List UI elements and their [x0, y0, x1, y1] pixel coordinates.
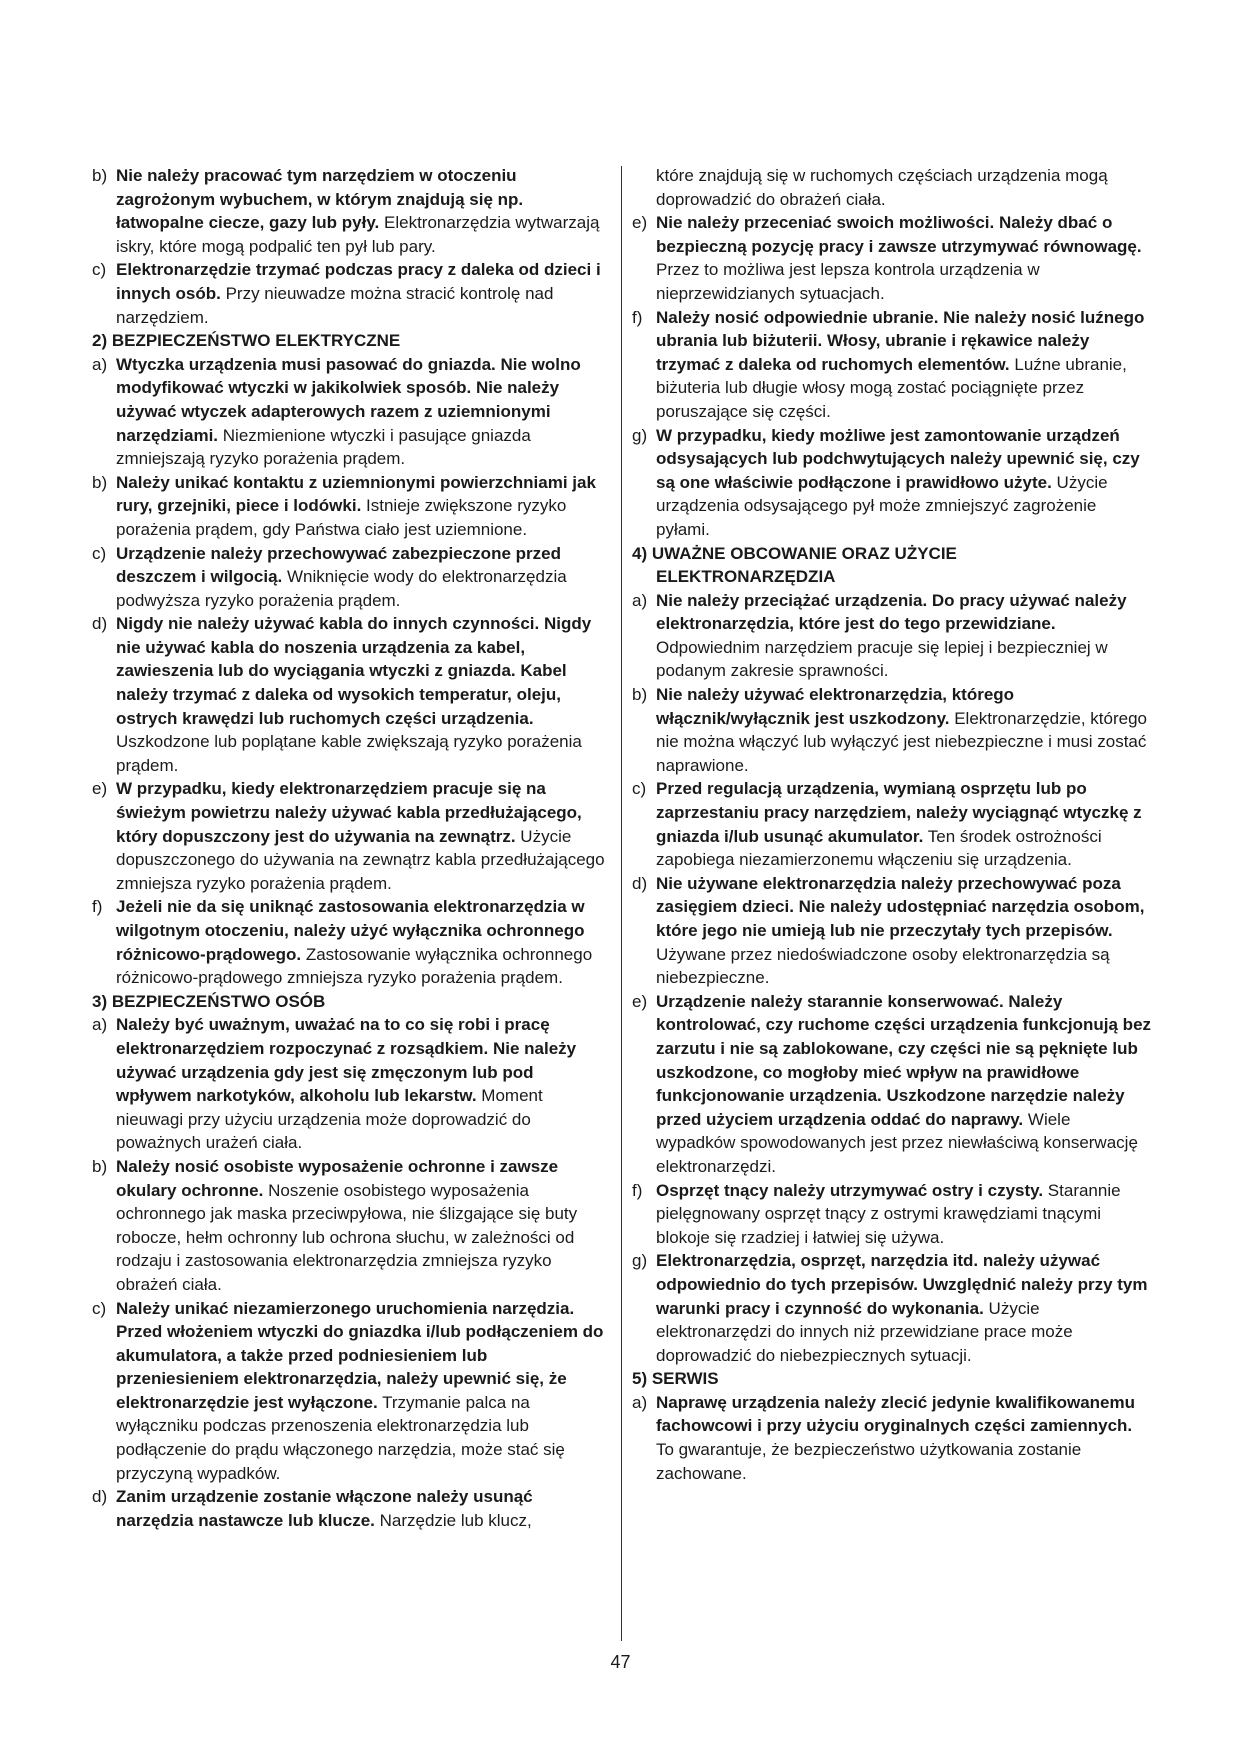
list-item: g) W przypadku, kiedy możliwe jest zamontowanie urządzeń odsysających lub podchwytujących należy upewnić się, czy są one właściwie podłączone i prawidłowo użyte. Użycie urządzenia odsysającego pył może zmniejszyć zagrożenie pyłami.	[632, 425, 1140, 539]
section-heading: 4) UWAŻNE OBCOWANIE ORAZ UŻYCIE	[632, 543, 957, 563]
list-item: d) Nie używane elektronarzędzia należy przechowywać poza zasięgiem dzieci. Nie należy udostępniać narzędzia osobom, które jego nie umieją lub nie przeczytały tych przepisów. Używane przez niedoświadczone osoby elektronarzędzia są niebezpieczne.	[632, 873, 1145, 988]
list-item: e) Nie należy przeceniać swoich możliwości. Należy dbać o bezpieczną pozycję pracy i zawsze utrzymywać równowagę. Przez to możliwa jest lepsza kontrola urządzenia w nieprzewidzianych sytuacjach.	[632, 213, 1142, 303]
right-column	[632, 164, 1152, 1485]
list-item: e) Urządzenie należy starannie konserwować. Należy kontrolować, czy ruchome części urządzenia funkcjonują bez zarzutu i nie są zablokowane, czy części nie są pęknięte lub uszkodzone, co mogłoby mieć wpływ na prawidłowe funkcjonowanie urządzenia. Uszkodzone narzędzie należy przed użyciem urządzenia oddać do naprawy. Wiele wypadków spowodowanych jest przez niewłaściwą konserwację elektronarzędzi.	[632, 991, 1152, 1176]
list-item: b) Nie należy używać elektronarzędzia, którego włącznik/wyłącznik jest uszkodzony. Elektronarzędzie, którego nie można włączyć lub wyłączyć jest niebezpieczne i musi zostać naprawione.	[632, 685, 1147, 775]
list-item: a) Naprawę urządzenia należy zlecić jedynie kwalifikowanemu fachowcowi i przy użyciu oryginalnych części zamiennych. To gwarantuje, że bezpieczeństwo użytkowania zostanie zachowane.	[632, 1392, 1136, 1483]
section-heading: 3) BEZPIECZEŃSTWO OSÓB	[92, 991, 326, 1011]
column-divider	[621, 166, 622, 1641]
list-item: f) Osprzęt tnący należy utrzymywać ostry i czysty. Starannie pielęgnowany osprzęt tnący z ostrymi krawędziami tnącymi blokoje się rzadziej i łatwiej się używa.	[632, 1180, 1121, 1247]
left-column	[92, 164, 610, 1532]
list-item: d) Zanim urządzenie zostanie włączone należy usunąć narzędzia nastawcze lub klucze. Narzędzie lub klucz,	[92, 1487, 533, 1530]
list-item: c) Przed regulacją urządzenia, wymianą osprzętu lub po zaprzestaniu pracy narzędziem, należy wyciągnąć wtyczkę z gniazda i/lub usunąć akumulator. Ten środek ostrożności zapobiega niezamierzonemu włączeniu się urządzenia.	[632, 779, 1142, 870]
page-number: 47	[610, 1652, 631, 1672]
list-item: d) Nigdy nie należy używać kabla do innych czynności. Nigdy nie używać kabla do noszenia urządzenia za kabel, zawieszenia lub do wyciągania wtyczki z gniazda. Kabel należy trzymać z daleka od wysokich temperatur, oleju, ostrych krawędzi lub ruchomych części urządzenia. Uszkodzone lub poplątane kable zwiększają ryzyko porażenia prądem.	[92, 614, 592, 775]
list-item: b) Nie należy pracować tym narzędziem w otoczeniu zagrożonym wybuchem, w którym znajdują się np. łatwopalne ciecze, gazy lub pyły. Elektronarzędzia wytwarzają iskry, które mogą podpalić ten pył lub pary.	[92, 166, 600, 256]
continuation-text: które znajdują się w ruchomych częściach urządzenia mogą doprowadzić do obrażeń ciała.	[656, 166, 1108, 209]
list-item: g) Elektronarzędzia, osprzęt, narzędzia itd. należy używać odpowiednio do tych przepisów. Uwzględnić należy przy tym warunki pracy i czynność do wykonania. Użycie elektronarzędzi do innych niż przewidziane prace może doprowadzić do niebezpiecznych sytuacji.	[632, 1251, 1148, 1365]
list-item: a) Należy być uważnym, uważać na to co się robi i pracę elektronarzędziem rozpoczynać z rozsądkiem. Nie należy używać urządzenia gdy jest się zmęczonym lub pod wpływem narkotyków, alkoholu lub lekarstw. Moment nieuwagi przy użyciu urządzenia może doprowadzić do poważnych urażeń ciała.	[92, 1015, 577, 1153]
list-item: c) Urządzenie należy przechowywać zabezpieczone przed deszczem i wilgocią. Wniknięcie wody do elektronarzędzia podwyższa ryzyko porażenia prądem.	[92, 543, 567, 610]
list-item: e) W przypadku, kiedy elektronarzędziem pracuje się na świeżym powietrzu należy używać kabla przedłużającego, który dopuszczony jest do używania na zewnątrz. Użycie dopuszczonego do używania na zewnątrz kabla przedłużającego zmniejsza ryzyko porażenia prądem.	[92, 779, 605, 893]
list-item: a) Wtyczka urządzenia musi pasować do gniazda. Nie wolno modyfikować wtyczki w jakikolwiek sposób. Nie należy używać wtyczek adapterowych razem z uziemnionymi narzędziami. Niezmienione wtyczki i pasujące gniazda zmniejszają ryzyko porażenia prądem.	[92, 354, 581, 469]
list-item: c) Należy unikać niezamierzonego uruchomienia narzędzia. Przed włożeniem wtyczki do gniazdka i/lub podłączeniem do akumulatora, a także przed podniesieniem lub przeniesieniem elektronarzędzia, należy upewnić się, że elektronarzędzie jest wyłączone. Trzymanie palca na wyłączniku podczas przenoszenia elektronarzędzia lub podłączenie do prądu włączonego narzędzia, może stać się przyczyną wypadków.	[92, 1298, 604, 1483]
list-item: a) Nie należy przeciążać urządzenia. Do pracy używać należy elektronarzędzia, które jest do tego przewidziane. Odpowiednim narzędziem pracuje się lepiej i bezpieczniej w podanym zakresie sprawności.	[632, 590, 1127, 681]
list-item: b) Należy nosić osobiste wyposażenie ochronne i zawsze okulary ochronne. Noszenie osobistego wyposażenia ochronnego jak maska przeciwpyłowa, nie ślizgające się buty robocze, hełm ochronny lub ochrona słuchu, w zależności od rodzaju i zastosowania elektronarzędzia zmniejsza ryzyko obrażeń ciała.	[92, 1156, 578, 1294]
list-item: b) Należy unikać kontaktu z uziemnionymi powierzchniami jak rury, grzejniki, piece i lodówki. Istnieje zwiększone ryzyko porażenia prądem, gdy Państwa ciało jest uziemnione.	[92, 472, 596, 539]
section-heading: 2) BEZPIECZEŃSTWO ELEKTRYCZNE	[92, 331, 401, 351]
list-item: f) Należy nosić odpowiednie ubranie. Nie należy nosić luźnego ubrania lub biżuterii. Włosy, ubranie i rękawice należy trzymać z daleka od ruchomych elementów. Luźne ubranie, biżuteria lub długie włosy mogą zostać pociągnięte przez poruszające się części.	[632, 307, 1145, 421]
section-heading-continued: ELEKTRONARZĘDZIA	[656, 567, 836, 587]
list-item: c) Elektronarzędzie trzymać podczas pracy z daleka od dzieci i innych osób. Przy nieuwadze można stracić kontrolę nad narzędziem.	[92, 260, 601, 327]
list-item: f) Jeżeli nie da się uniknąć zastosowania elektronarzędzia w wilgotnym otoczeniu, należy użyć wyłącznika ochronnego różnicowo-prądowego. Zastosowanie wyłącznika ochronnego różnicowo-prądowego zmniejsza ryzyko porażenia prądem.	[92, 897, 593, 988]
section-heading: 5) SERWIS	[632, 1369, 719, 1389]
